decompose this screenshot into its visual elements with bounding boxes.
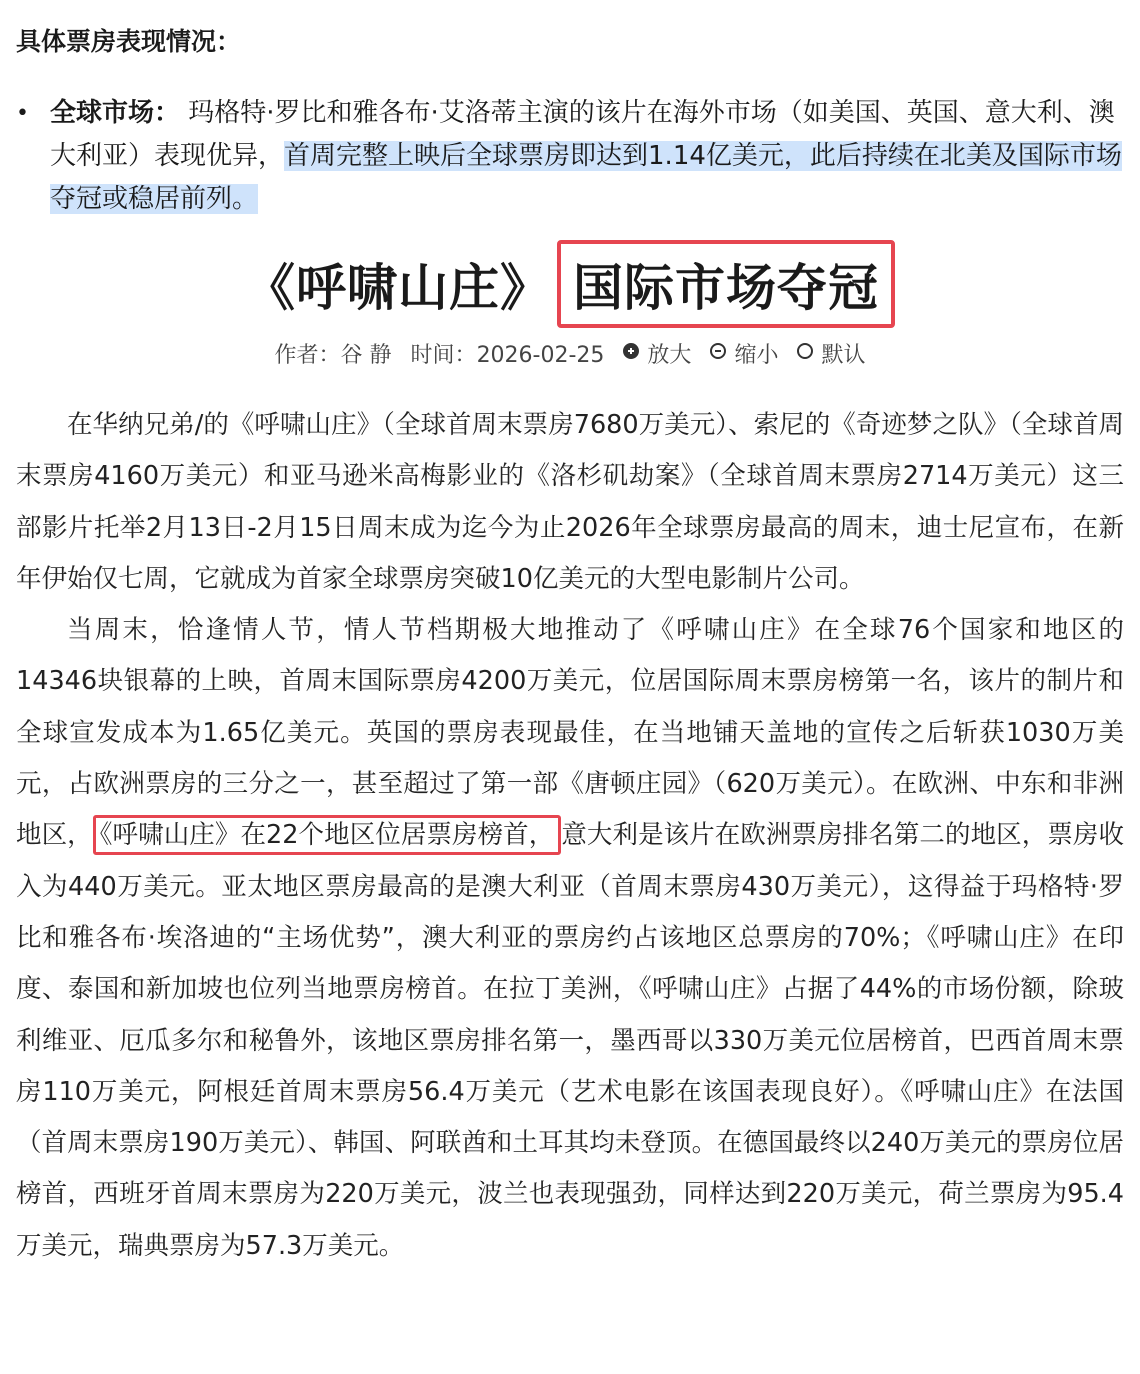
paragraph-2-text-after: 意大利是该片在欧洲票房排名第二的地区，票房收入为440万美元。亚太地区票房最高的是澳大利亚（首周末票房430万美元），这得益于玛格特·罗比和雅各布·埃洛迪的“主场优势”，澳大利亚的票房约占该地区总票房的70%；《呼啸山庄》在印度、泰国和新加坡也位列当地票房榜首。在拉丁美洲，《呼啸山庄》占据了44%的市场份额，除玻利维亚、厄瓜多尔和秘鲁外，该地区票房排名第一，墨西哥以330万美元位居榜首，巴西首周末票房110万美元，阿根廷首周末票房56.4万美元（艺术电影在该国表现良好）。《呼啸山庄》在法国（首周末票房190万美元）、韩国、阿联酋和土耳其均未登顶。在德国最终以240万美元的票房位居榜首，西班牙首周末票房为220万美元，波兰也表现强劲，同样达到220万美元，荷兰票房为95.4万美元，瑞典票房为57.3万美元。 [16,820,1124,1261]
zoom-in-label: 放大 [647,343,692,368]
default-size-label: 默认 [821,343,866,368]
title-subject: 国际市场夺冠 [573,259,879,317]
title-film-name: 《呼啸山庄》 [245,259,551,317]
zoom-out-label: 缩小 [734,343,779,368]
article-body [16,400,1124,1272]
bullet-label: 全球市场： [50,98,181,128]
default-size-button[interactable] [797,343,865,368]
zoom-out-button[interactable] [710,343,778,368]
section-heading: 具体票房表现情况： [16,27,242,56]
author-name: 谷 静 [340,343,392,368]
highlighted-text: 首周完整上映后全球票房即达到1.14亿美元，此后持续在北美及国际市场夺冠或稳居前列。 [50,141,1122,214]
time-label: 时间： [410,343,477,368]
article-paragraph-2 [16,605,1124,1272]
zoom-out-icon [710,343,726,359]
author-label: 作者： [274,343,341,368]
article-paragraph-1: 在华纳兄弟/的《呼啸山庄》（全球首周末票房7680万美元）、索尼的《奇迹梦之队》（全球首周末票房4160万美元）和亚马逊米高梅影业的《洛杉矶劫案》（全球首周末票房2714万美元）这三部影片托举2月13日-2月15日周末成为迄今为止2026年全球票房最高的周末，迪士尼宣布，在新年伊始仅七周，它就成为首家全球票房突破10亿美元的大型电影制片公司。 [16,410,1124,594]
bullet-plain-text: 玛格特·罗比和雅各布·艾洛蒂主演的该片在海外市场（如美国、英国、意大利、澳大利亚）表现优异， [50,98,1115,171]
default-size-icon [797,343,813,359]
article-title [0,240,1140,328]
paragraph-2-text-before: 当周末，恰逢情人节，情人节档期极大地推动了《呼啸山庄》在全球76个国家和地区的14346块银幕的上映，首周末国际票房4200万美元，位居国际周末票房榜第一名，该片的制片和全球宣发成本为1.65亿美元。英国的票房表现最佳，在当地铺天盖地的宣传之后斩获1030万美元，占欧洲票房的三分之一，甚至超过了第一部《唐顿庄园》（620万美元）。在欧洲、中东和非洲地区， [16,615,1124,851]
publish-date: 2026-02-25 [476,343,605,368]
bullet-item [16,92,1126,221]
boxed-annotation-text: 《呼啸山庄》在22个地区位居票房榜首， [93,815,562,855]
zoom-in-icon [623,343,639,359]
bullet-dot: • [16,101,29,126]
article-meta [0,338,1140,369]
zoom-in-button[interactable] [623,343,691,368]
title-annotation-box [557,240,895,328]
bullet-text [50,92,1126,221]
